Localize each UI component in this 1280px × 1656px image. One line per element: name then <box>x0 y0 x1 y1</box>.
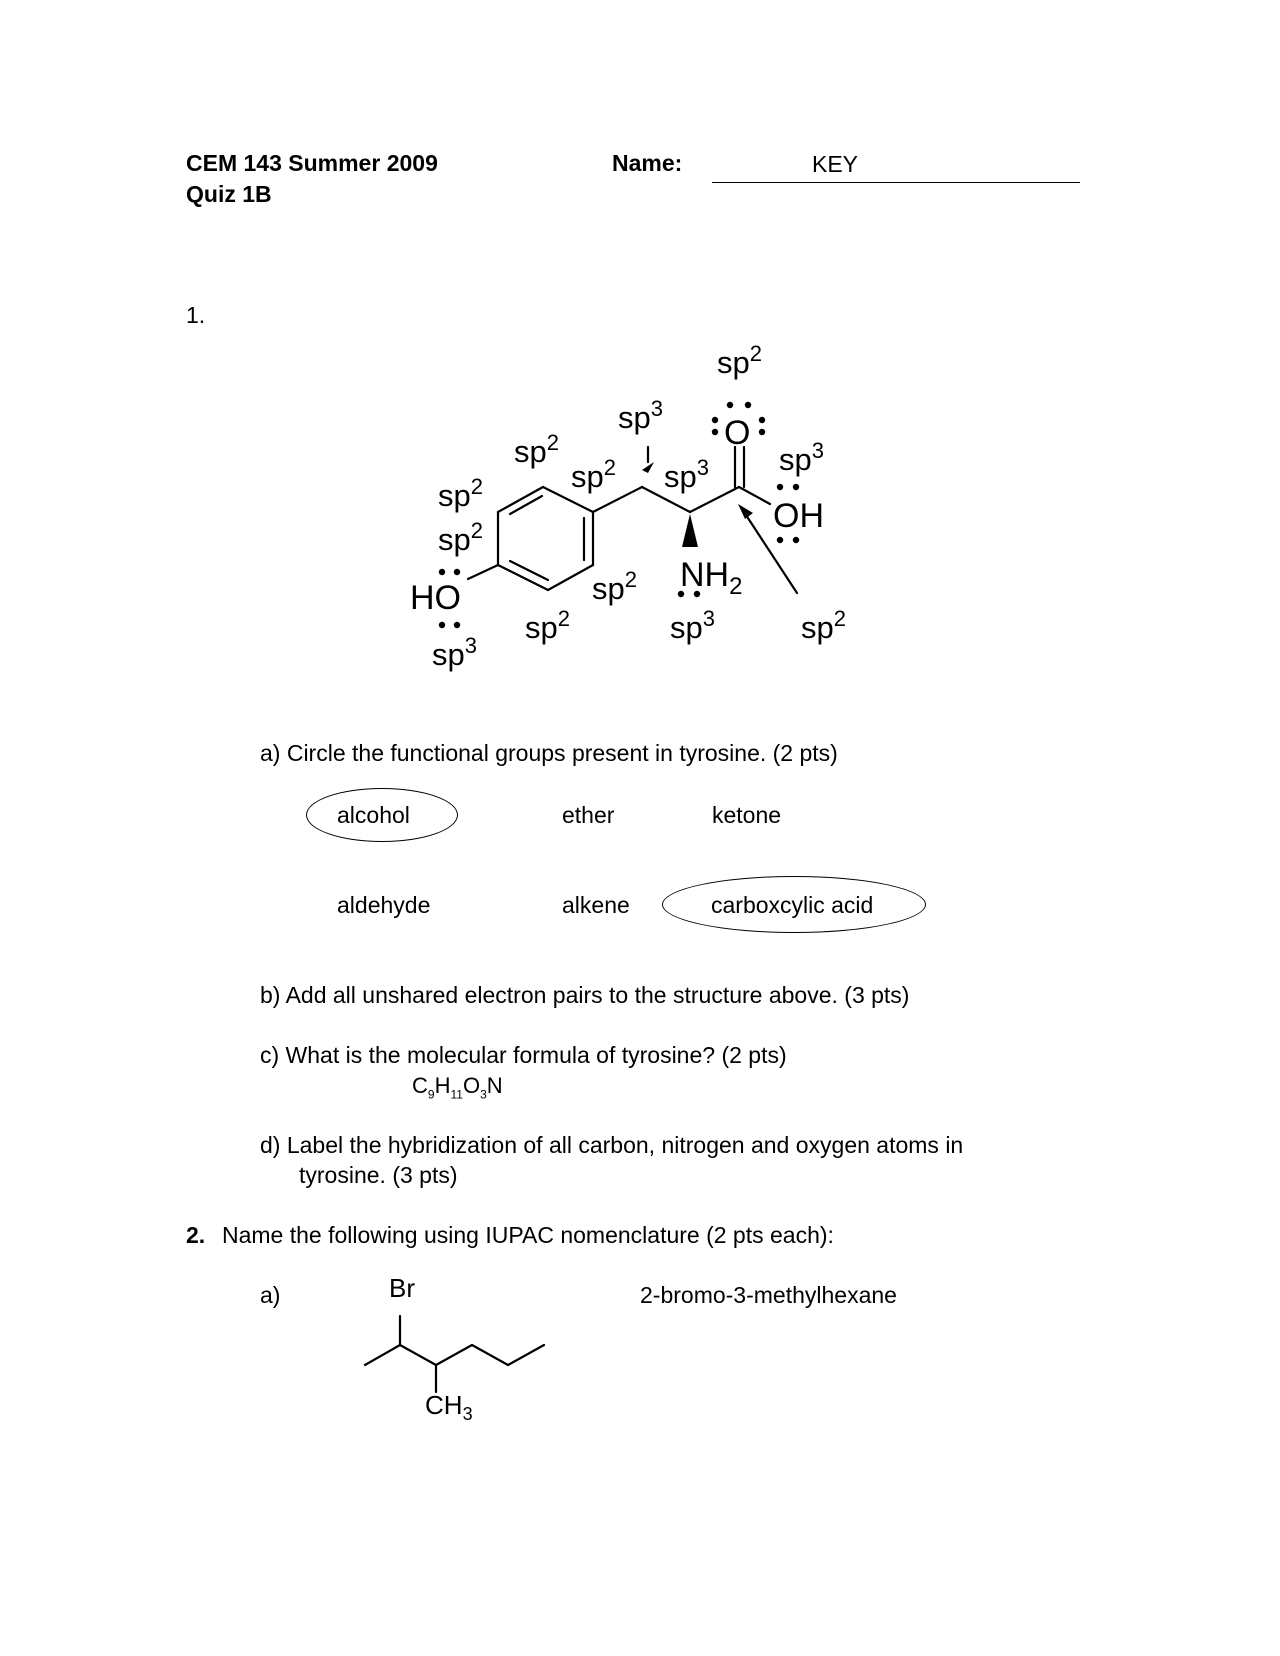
name-label: Name: <box>612 150 683 176</box>
hyb-alpha-carbon: $sp^3$ <box>664 455 709 494</box>
hyb-carbonyl-oxygen: $sp^2$ <box>717 341 762 380</box>
q2a-label: a) <box>260 1282 281 1308</box>
hyb-ring-top: $sp^2$ <box>514 430 559 469</box>
hyb-ring-left-upper: $sp^2$ <box>438 474 483 513</box>
question-2-number: 2. <box>186 1222 206 1248</box>
q1d-prompt-line2: tyrosine. (3 pts) <box>299 1162 458 1188</box>
phenol-hydroxyl: HO <box>410 579 461 617</box>
q1a-prompt: a) Circle the functional groups present in tyrosine. (2 pts) <box>260 740 838 766</box>
option-ether: ether <box>562 802 615 828</box>
option-aldehyde: aldehyde <box>337 892 431 918</box>
option-carboxylic-acid: carboxcylic acid <box>711 892 874 918</box>
question-1-number: 1. <box>186 302 206 328</box>
methyl-label: $CH_3$ <box>425 1390 473 1424</box>
bromine-label: Br <box>389 1273 415 1303</box>
hyb-ipso-carbon: $sp^2$ <box>571 455 616 494</box>
name-value: KEY <box>812 151 859 177</box>
q1c-prompt: c) What is the molecular formula of tyrosine? (2 pts) <box>260 1042 787 1068</box>
option-ketone: ketone <box>712 802 782 828</box>
hyb-phenol-oxygen: $sp^3$ <box>432 633 477 672</box>
molecular-formula-answer: $C_9H_{11}O_3N$ <box>412 1073 503 1102</box>
q1d-prompt-line1: d) Label the hybridization of all carbon, nitrogen and oxygen atoms in <box>260 1132 964 1158</box>
amine-group: $NH_2$ <box>680 556 743 600</box>
hyb-ring-right-lower: $sp^2$ <box>592 567 637 606</box>
hyb-ring-bottom: $sp^2$ <box>525 606 570 645</box>
q2a-answer: 2-bromo-3-methylhexane <box>640 1282 897 1308</box>
question-2-prompt: Name the following using IUPAC nomenclature (2 pts each): <box>222 1222 834 1248</box>
course-title: CEM 143 Summer 2009 <box>186 150 438 176</box>
hyb-acid-oxygen: $sp^3$ <box>779 438 824 477</box>
hyb-nitrogen: $sp^3$ <box>670 606 715 645</box>
option-alcohol: alcohol <box>337 802 410 828</box>
hyb-carbonyl-carbon: $sp^2$ <box>801 606 846 645</box>
q1b-prompt: b) Add all unshared electron pairs to the structure above. (3 pts) <box>260 982 910 1008</box>
option-alkene: alkene <box>562 892 630 918</box>
acid-hydroxyl: OH <box>773 497 824 535</box>
quiz-title: Quiz 1B <box>186 181 272 207</box>
hyb-ring-left-lower: $sp^2$ <box>438 518 483 557</box>
hyb-arrow-ch2: $sp^3$ <box>618 396 663 435</box>
carbonyl-oxygen: O <box>724 414 751 452</box>
